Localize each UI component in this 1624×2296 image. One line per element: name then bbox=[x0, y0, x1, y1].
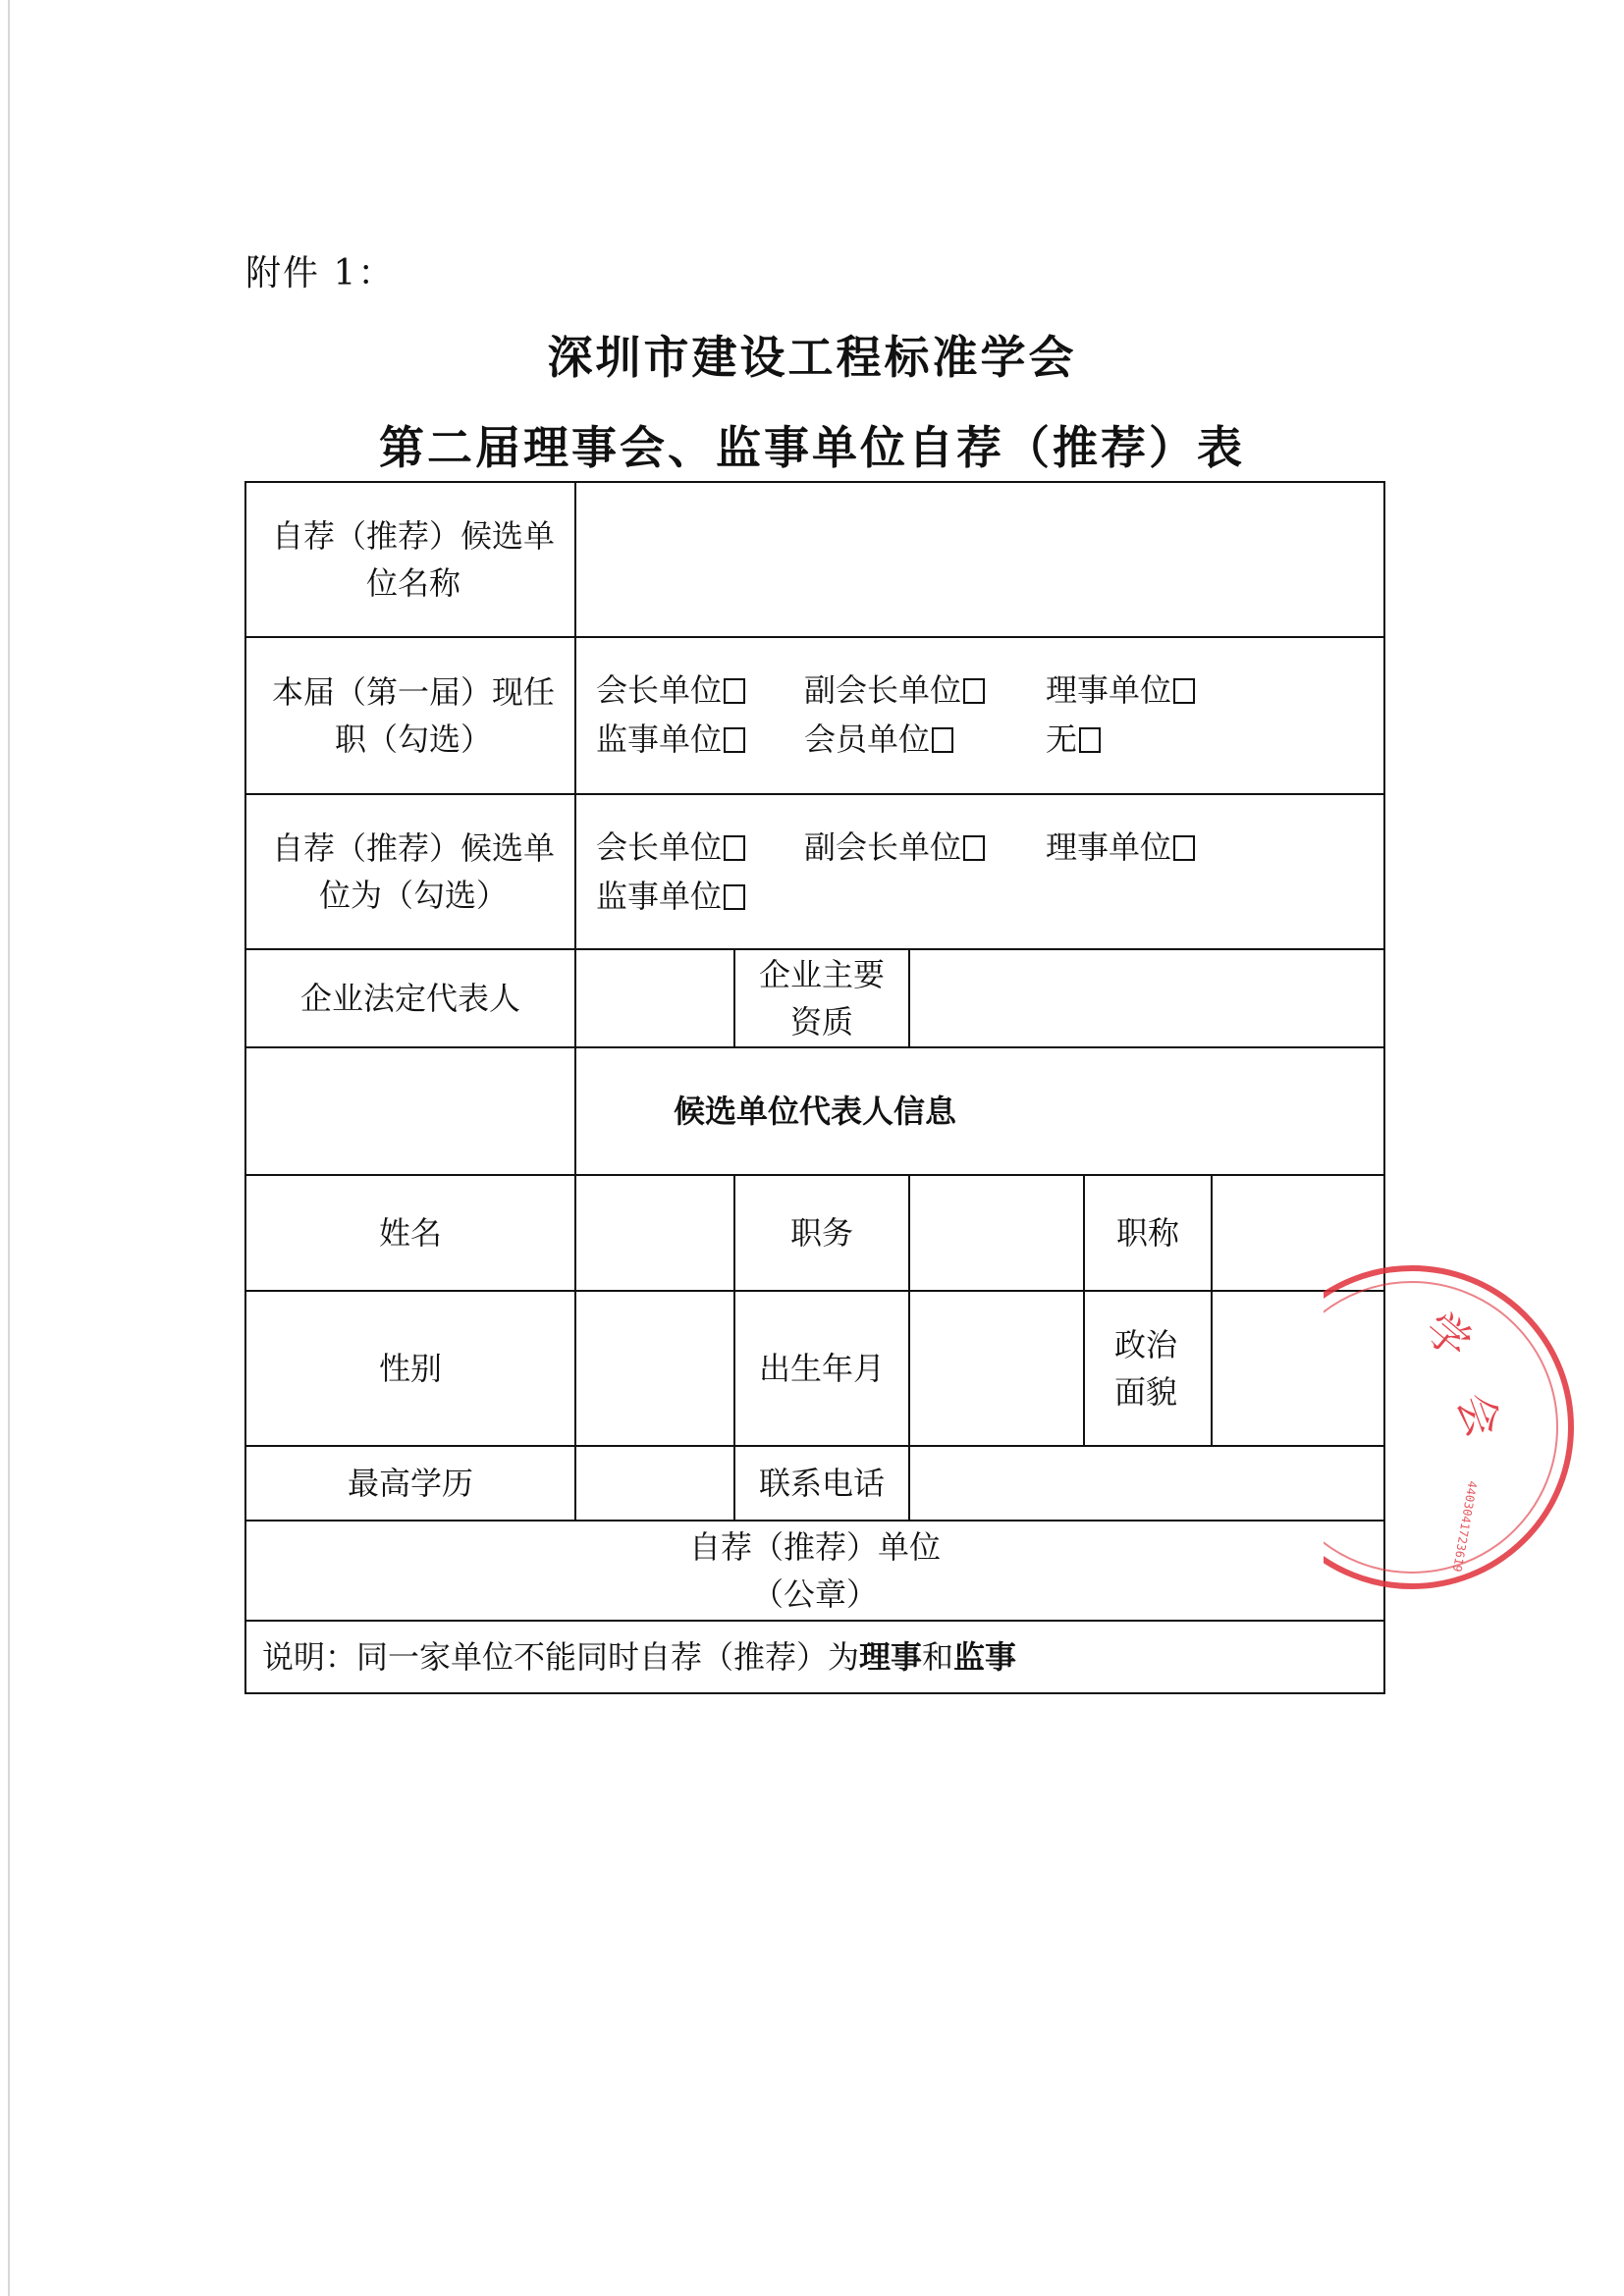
svg-text:学: 学 bbox=[1414, 1303, 1481, 1369]
checkbox-icon[interactable] bbox=[1173, 835, 1195, 861]
candidate-name-label: 自荐（推荐）候选单位名称 bbox=[271, 517, 555, 602]
option-vice-president[interactable]: 副会长单位 bbox=[804, 666, 985, 715]
education-label: 最高学历 bbox=[347, 1465, 473, 1502]
checkbox-icon[interactable] bbox=[963, 678, 985, 704]
option-supervisor[interactable]: 监事单位 bbox=[596, 715, 745, 764]
title-label: 职称 bbox=[1115, 1214, 1179, 1252]
birth-field[interactable] bbox=[910, 1292, 1083, 1445]
option-director[interactable]: 理事单位 bbox=[1046, 666, 1195, 715]
checkbox-icon[interactable] bbox=[724, 678, 745, 704]
gender-label: 性别 bbox=[378, 1350, 442, 1387]
checkbox-icon[interactable] bbox=[724, 835, 745, 861]
political-label: 政治面貌 bbox=[1113, 1326, 1177, 1411]
legal-rep-field[interactable] bbox=[576, 950, 733, 1046]
option-president[interactable]: 会长单位 bbox=[596, 666, 745, 715]
name-label: 姓名 bbox=[378, 1214, 442, 1252]
application-form-table bbox=[244, 481, 1385, 1694]
option-director[interactable]: 理事单位 bbox=[1046, 823, 1195, 872]
duty-label: 职务 bbox=[789, 1214, 853, 1252]
seal-label-line1: 自荐（推荐）单位 bbox=[688, 1528, 941, 1566]
current-position-options bbox=[596, 666, 1372, 764]
name-field[interactable] bbox=[576, 1176, 733, 1290]
gender-field[interactable] bbox=[576, 1292, 733, 1445]
checkbox-icon[interactable] bbox=[1173, 678, 1195, 704]
page-title: 深圳市建设工程标准学会 bbox=[547, 331, 1077, 384]
birth-label: 出生年月 bbox=[758, 1350, 885, 1387]
option-supervisor[interactable]: 监事单位 bbox=[596, 872, 745, 921]
checkbox-icon[interactable] bbox=[724, 884, 745, 910]
candidate-for-options bbox=[596, 823, 1372, 921]
seal-label-line2: （公章） bbox=[751, 1575, 878, 1613]
seal-icon bbox=[1324, 1255, 1618, 1594]
checkbox-icon[interactable] bbox=[932, 727, 953, 753]
seal-area[interactable] bbox=[246, 1522, 1383, 1620]
option-president[interactable]: 会长单位 bbox=[596, 823, 745, 872]
option-none[interactable]: 无 bbox=[1046, 715, 1101, 764]
main-qualification-label: 企业主要资质 bbox=[758, 956, 885, 1041]
current-position-label: 本届（第一届）现任职（勾选） bbox=[271, 673, 555, 758]
education-field[interactable] bbox=[576, 1447, 733, 1520]
note-row: 说明：同一家单位不能同时自荐（推荐）为 理事 和 监事 bbox=[262, 1638, 1017, 1676]
attachment-label: 附件 1： bbox=[245, 253, 396, 294]
main-qualification-field[interactable] bbox=[910, 950, 1383, 1046]
section-header: 候选单位代表人信息 bbox=[673, 1093, 956, 1130]
legal-rep-label: 企业法定代表人 bbox=[299, 980, 520, 1017]
page-subtitle: 第二届理事会、监事单位自荐（推荐）表 bbox=[379, 421, 1245, 474]
phone-label: 联系电话 bbox=[758, 1465, 885, 1502]
checkbox-icon[interactable] bbox=[963, 835, 985, 861]
checkbox-icon[interactable] bbox=[724, 727, 745, 753]
option-member[interactable]: 会员单位 bbox=[804, 715, 953, 764]
official-seal bbox=[1324, 1255, 1618, 1594]
checkbox-icon[interactable] bbox=[1079, 727, 1101, 753]
phone-field[interactable] bbox=[910, 1447, 1383, 1520]
duty-field[interactable] bbox=[910, 1176, 1083, 1290]
option-vice-president[interactable]: 副会长单位 bbox=[804, 823, 985, 872]
candidate-name-field[interactable] bbox=[576, 483, 1383, 636]
candidate-for-label: 自荐（推荐）候选单位为（勾选） bbox=[271, 829, 555, 914]
svg-text:会: 会 bbox=[1446, 1386, 1509, 1445]
svg-text:4403041723619: 4403041723619 bbox=[1449, 1479, 1480, 1574]
